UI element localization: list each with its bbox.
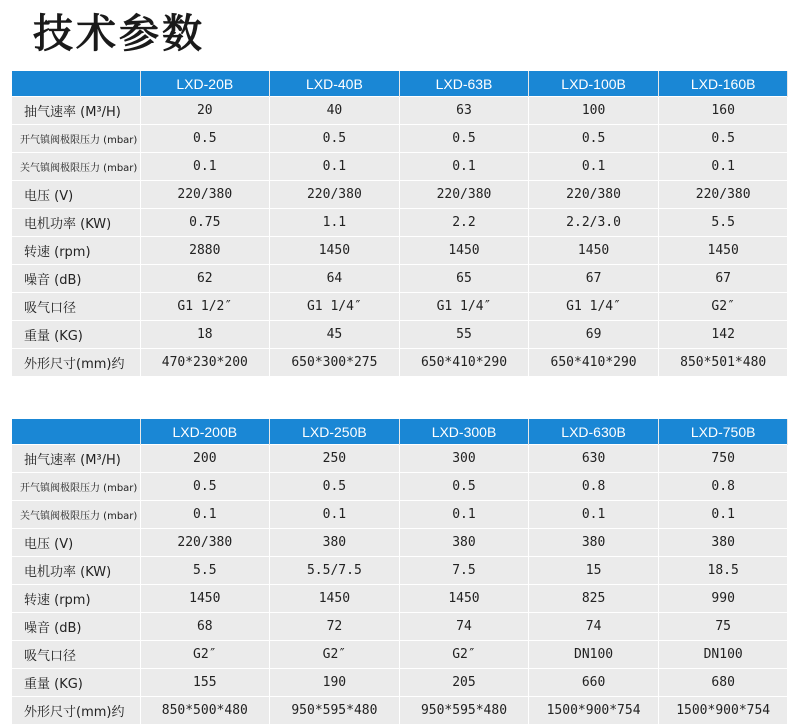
table-row [12, 613, 788, 641]
row-label: 外形尺寸(mm)约 [12, 697, 140, 725]
table-cell: 64 [270, 265, 400, 293]
table-cell: 0.1 [658, 153, 788, 181]
table-cell: 0.5 [270, 125, 400, 153]
table-cell: 5.5 [658, 209, 788, 237]
table-cell: 2.2/3.0 [529, 209, 659, 237]
table-cell: 55 [399, 321, 529, 349]
table-cell: 7.5 [399, 557, 529, 585]
row-label: 开气镇阀极限压力 (mbar) [12, 125, 140, 153]
row-label: 外形尺寸(mm)约 [12, 349, 140, 377]
table-cell: 650*410*290 [529, 349, 659, 377]
table-cell: 750 [658, 445, 788, 473]
table-header-row [12, 71, 788, 97]
row-label: 电机功率 (KW) [12, 557, 140, 585]
row-label: 关气镇阀极限压力 (mbar) [12, 501, 140, 529]
row-label: 噪音 (dB) [12, 265, 140, 293]
table-cell: 74 [529, 613, 659, 641]
table-cell: 300 [399, 445, 529, 473]
spec-table-1 [12, 71, 788, 376]
table-cell: 67 [658, 265, 788, 293]
table-cell: G2″ [658, 293, 788, 321]
table-row [12, 697, 788, 725]
table-cell: 250 [270, 445, 400, 473]
table-row [12, 557, 788, 585]
table-row [12, 265, 788, 293]
table-cell: 650*410*290 [399, 349, 529, 377]
model-header: LXD-40B [270, 71, 400, 97]
table-cell: 380 [658, 529, 788, 557]
table-row [12, 237, 788, 265]
table-cell: 2.2 [399, 209, 529, 237]
table-cell: 220/380 [270, 181, 400, 209]
row-label: 转速 (rpm) [12, 237, 140, 265]
table-cell: 45 [270, 321, 400, 349]
table-cell: G2″ [140, 641, 270, 669]
page-title: 技术参数 [33, 11, 205, 57]
table-cell: 850*500*480 [140, 697, 270, 725]
table-cell: 18 [140, 321, 270, 349]
header-corner [12, 419, 140, 445]
table-cell: 630 [529, 445, 659, 473]
row-label: 转速 (rpm) [12, 585, 140, 613]
model-header: LXD-100B [529, 71, 659, 97]
table-cell: 0.8 [529, 473, 659, 501]
row-label: 重量 (KG) [12, 321, 140, 349]
table-row [12, 529, 788, 557]
row-label: 开气镇阀极限压力 (mbar) [12, 473, 140, 501]
table-cell: 0.5 [529, 125, 659, 153]
table-cell: 380 [270, 529, 400, 557]
table-cell: 680 [658, 669, 788, 697]
table-cell: G2″ [270, 641, 400, 669]
table-cell: 0.1 [399, 501, 529, 529]
table-cell: 0.75 [140, 209, 270, 237]
table-cell: 5.5/7.5 [270, 557, 400, 585]
table-cell: 0.5 [658, 125, 788, 153]
table-cell: 40 [270, 97, 400, 125]
table-row [12, 501, 788, 529]
table-cell: 0.5 [399, 473, 529, 501]
table-cell: 67 [529, 265, 659, 293]
table-cell: 205 [399, 669, 529, 697]
row-label: 抽气速率 (M³/H) [12, 445, 140, 473]
spec-table-2 [12, 419, 788, 724]
table-header-row [12, 419, 788, 445]
table-row [12, 473, 788, 501]
table-cell: 950*595*480 [270, 697, 400, 725]
table-cell: 0.1 [140, 501, 270, 529]
table-cell: 220/380 [658, 181, 788, 209]
table-cell: 1450 [529, 237, 659, 265]
table-row [12, 349, 788, 377]
table-cell: 63 [399, 97, 529, 125]
table-cell: 5.5 [140, 557, 270, 585]
table-cell: 0.5 [140, 125, 270, 153]
table-cell: 825 [529, 585, 659, 613]
table-cell: 850*501*480 [658, 349, 788, 377]
table-cell: 160 [658, 97, 788, 125]
model-header: LXD-200B [140, 419, 270, 445]
table-row [12, 181, 788, 209]
table-row [12, 209, 788, 237]
spec-table-2-body [12, 445, 788, 725]
table-cell: 0.8 [658, 473, 788, 501]
model-header: LXD-250B [270, 419, 400, 445]
table-cell: G2″ [399, 641, 529, 669]
table-cell: 1450 [270, 585, 400, 613]
row-label: 吸气口径 [12, 641, 140, 669]
model-header: LXD-63B [399, 71, 529, 97]
table-row [12, 669, 788, 697]
table-row [12, 293, 788, 321]
table-row [12, 585, 788, 613]
table-cell: 100 [529, 97, 659, 125]
table-cell: 18.5 [658, 557, 788, 585]
table-cell: G1 1/4″ [270, 293, 400, 321]
model-header: LXD-750B [658, 419, 788, 445]
table-cell: 1450 [399, 237, 529, 265]
table-cell: 990 [658, 585, 788, 613]
row-label: 关气镇阀极限压力 (mbar) [12, 153, 140, 181]
model-header: LXD-20B [140, 71, 270, 97]
model-header: LXD-300B [399, 419, 529, 445]
table-cell: 470*230*200 [140, 349, 270, 377]
row-label: 电压 (V) [12, 529, 140, 557]
table-cell: 650*300*275 [270, 349, 400, 377]
table-cell: 15 [529, 557, 659, 585]
table-cell: 220/380 [399, 181, 529, 209]
table-cell: 62 [140, 265, 270, 293]
table-cell: G1 1/2″ [140, 293, 270, 321]
row-label: 抽气速率 (M³/H) [12, 97, 140, 125]
table-cell: 1450 [270, 237, 400, 265]
table-cell: 200 [140, 445, 270, 473]
table-cell: DN100 [529, 641, 659, 669]
table-cell: 1450 [658, 237, 788, 265]
table-cell: 1500*900*754 [529, 697, 659, 725]
table-cell: 0.1 [529, 153, 659, 181]
table-cell: 1450 [140, 585, 270, 613]
table-cell: 660 [529, 669, 659, 697]
row-label: 噪音 (dB) [12, 613, 140, 641]
table-cell: 0.1 [270, 501, 400, 529]
table-cell: 220/380 [140, 181, 270, 209]
row-label: 重量 (KG) [12, 669, 140, 697]
table-cell: 1450 [399, 585, 529, 613]
table-cell: 380 [529, 529, 659, 557]
table-cell: 0.5 [270, 473, 400, 501]
table-cell: 0.5 [399, 125, 529, 153]
table-cell: 0.1 [270, 153, 400, 181]
table-cell: 1.1 [270, 209, 400, 237]
header-corner [12, 71, 140, 97]
table-cell: DN100 [658, 641, 788, 669]
table-cell: 1500*900*754 [658, 697, 788, 725]
table-cell: 75 [658, 613, 788, 641]
table-cell: 69 [529, 321, 659, 349]
table-cell: 142 [658, 321, 788, 349]
table-cell: 0.5 [140, 473, 270, 501]
row-label: 电机功率 (KW) [12, 209, 140, 237]
table-row [12, 97, 788, 125]
row-label: 吸气口径 [12, 293, 140, 321]
table-cell: G1 1/4″ [529, 293, 659, 321]
table-cell: 74 [399, 613, 529, 641]
spec-table-1-body [12, 97, 788, 377]
table-cell: 68 [140, 613, 270, 641]
table-row [12, 641, 788, 669]
table-row [12, 321, 788, 349]
table-cell: G1 1/4″ [399, 293, 529, 321]
table-cell: 950*595*480 [399, 697, 529, 725]
table-cell: 72 [270, 613, 400, 641]
table-cell: 0.1 [140, 153, 270, 181]
table-cell: 220/380 [529, 181, 659, 209]
table-cell: 0.1 [529, 501, 659, 529]
table-row [12, 153, 788, 181]
row-label: 电压 (V) [12, 181, 140, 209]
table-cell: 0.1 [399, 153, 529, 181]
model-header: LXD-160B [658, 71, 788, 97]
table-cell: 190 [270, 669, 400, 697]
table-cell: 220/380 [140, 529, 270, 557]
table-cell: 65 [399, 265, 529, 293]
table-row [12, 445, 788, 473]
table-row [12, 125, 788, 153]
table-cell: 155 [140, 669, 270, 697]
table-cell: 20 [140, 97, 270, 125]
model-header: LXD-630B [529, 419, 659, 445]
table-cell: 2880 [140, 237, 270, 265]
table-cell: 380 [399, 529, 529, 557]
table-cell: 0.1 [658, 501, 788, 529]
